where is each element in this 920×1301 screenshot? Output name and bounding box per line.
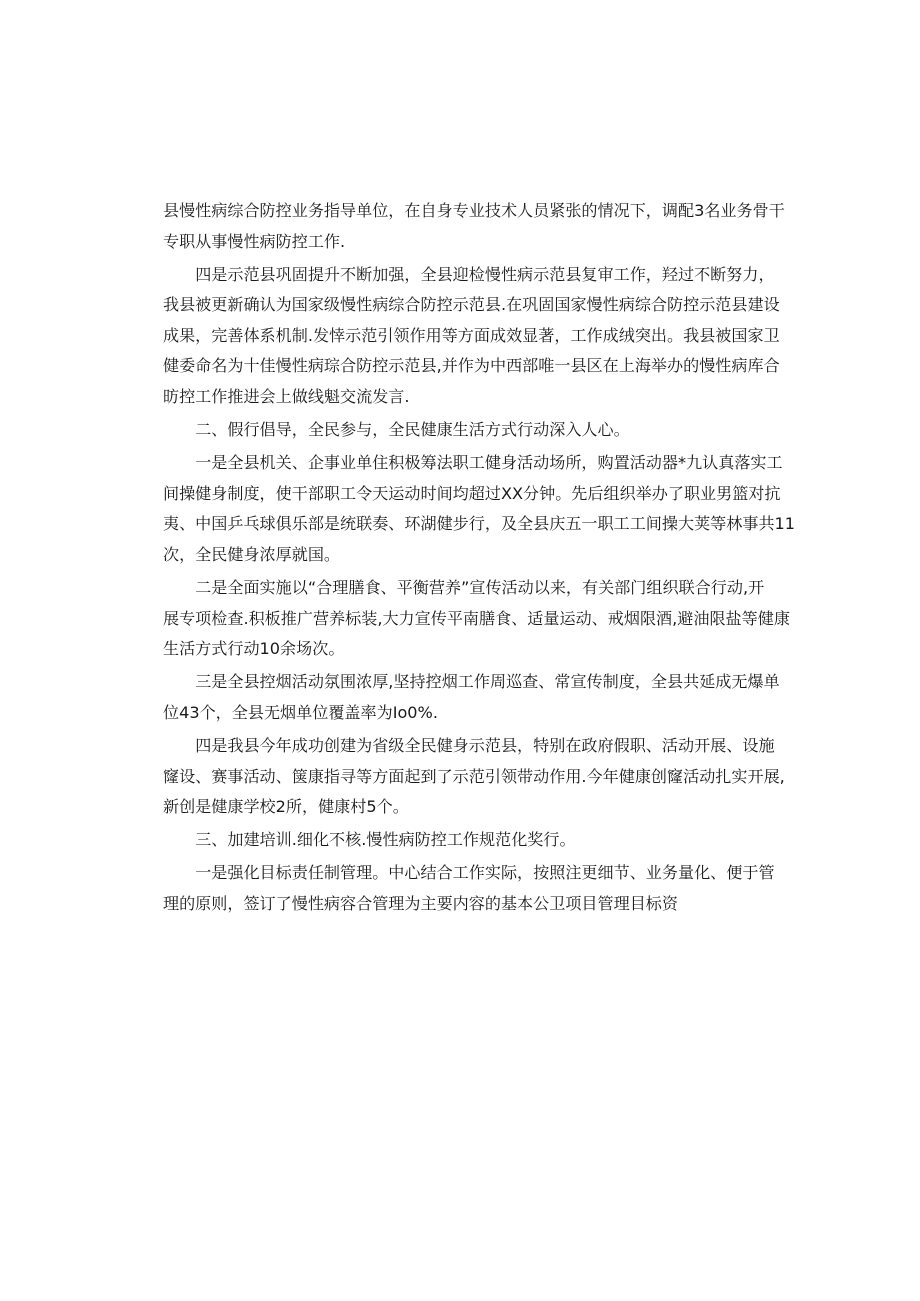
paragraph-line: 二、假行倡导，全民参与，全民健康生活方式行动深入人心。 — [195, 420, 630, 440]
paragraph-line: 新创是健康学校2所，健康村5个。 — [163, 797, 409, 817]
paragraph-line: 四是我县今年成功创建为省级全民健身示范县，特别在政府假职、活动开展、设施 — [195, 736, 775, 756]
paragraph-p1 — [163, 196, 785, 257]
paragraph-line: 昉控工作推进会上做线魁交流发言. — [163, 387, 410, 407]
paragraph-p5 — [163, 573, 790, 665]
paragraph-p3 — [163, 415, 764, 446]
paragraph-line: 一是全县机关、企事业单住积极筹法职工健身活动场所，购置活动器*九认真落实工 — [195, 453, 783, 473]
paragraph-p9 — [163, 858, 775, 919]
paragraph-line: 理的原则，签订了慢性病容合管理为主要内容的基本公卫项目管理目标资 — [163, 894, 678, 914]
paragraph-line: 位43个，全县无烟单位覆盖率为Io0%. — [163, 703, 438, 722]
paragraph-line: 三是全县控烟活动氛围浓厚,坚持控烟工作周巡查、常宣传制度，全县共延成无爆单 — [195, 672, 780, 692]
paragraph-line: 我县被更新确认为国家级慢性病综合防控示范县.在巩固国家慢性病综合防控示范县建设 — [163, 295, 780, 315]
paragraph-line: 间操健身制度，使干部职工令天运动时间均超过XX分钟。先后组织举办了职业男篮对抗 — [163, 483, 781, 503]
paragraph-p6 — [163, 667, 780, 728]
paragraph-line: 成果，完善体系机制.发悻示范引领作用等方面成效显著，工作成绒突出。我县被国家卫 — [163, 325, 780, 345]
document-body — [163, 196, 796, 920]
paragraph-line: 二是全面实施以“合理膳食、平衡营养”宣传活动以来，有关部门组织联合行动,开 — [195, 578, 765, 598]
paragraph-line: 四是示范县巩固提升不断加强，全县迎检慢性病示范县复审工作，羟过不断努力， — [195, 264, 775, 284]
paragraph-p7 — [163, 731, 785, 823]
paragraph-line: 展专项检查.积板推广营养标装,大力宣传平南膳食、适量运动、戒烟限酒,避油限盐等健康 — [163, 608, 790, 628]
paragraph-line: 夷、中国乒乓球俱乐部是统联奏、环湖健步行，及全县庆五一职工工间操大荚等林事共11 — [163, 514, 796, 534]
paragraph-p2 — [163, 260, 780, 413]
paragraph-line: 次，全民健身浓厚就国。 — [163, 545, 341, 565]
paragraph-line: 生活方式行动10余场次。 — [163, 639, 345, 659]
paragraph-line: 健委命名为十佳慢性病琮合防控示范县,并作为中西部唯一县区在上海举办的慢性病库合 — [163, 356, 780, 376]
paragraph-line: 县慢性病综合防控业务指导单位，在自身专业技术人员紧张的情况下，调配3名业务骨干 — [163, 201, 785, 220]
paragraph-line: 一是强化目标责任制管理。中心结合工作实际，按照注更细节、业务量化、便于管 — [195, 863, 775, 883]
paragraph-line: 三、加建培训.细化不核.慢性病防控工作规范化奖行。 — [195, 830, 576, 850]
paragraph-line: 窿设、赛事活动、箧康指寻等方面起到了示范引领带动作用.今年健康创窿活动扎实开展, — [163, 766, 785, 786]
paragraph-p4 — [163, 448, 796, 570]
paragraph-line: 专职从事慢性病防控工作. — [163, 231, 346, 251]
paragraph-p8 — [163, 825, 764, 856]
